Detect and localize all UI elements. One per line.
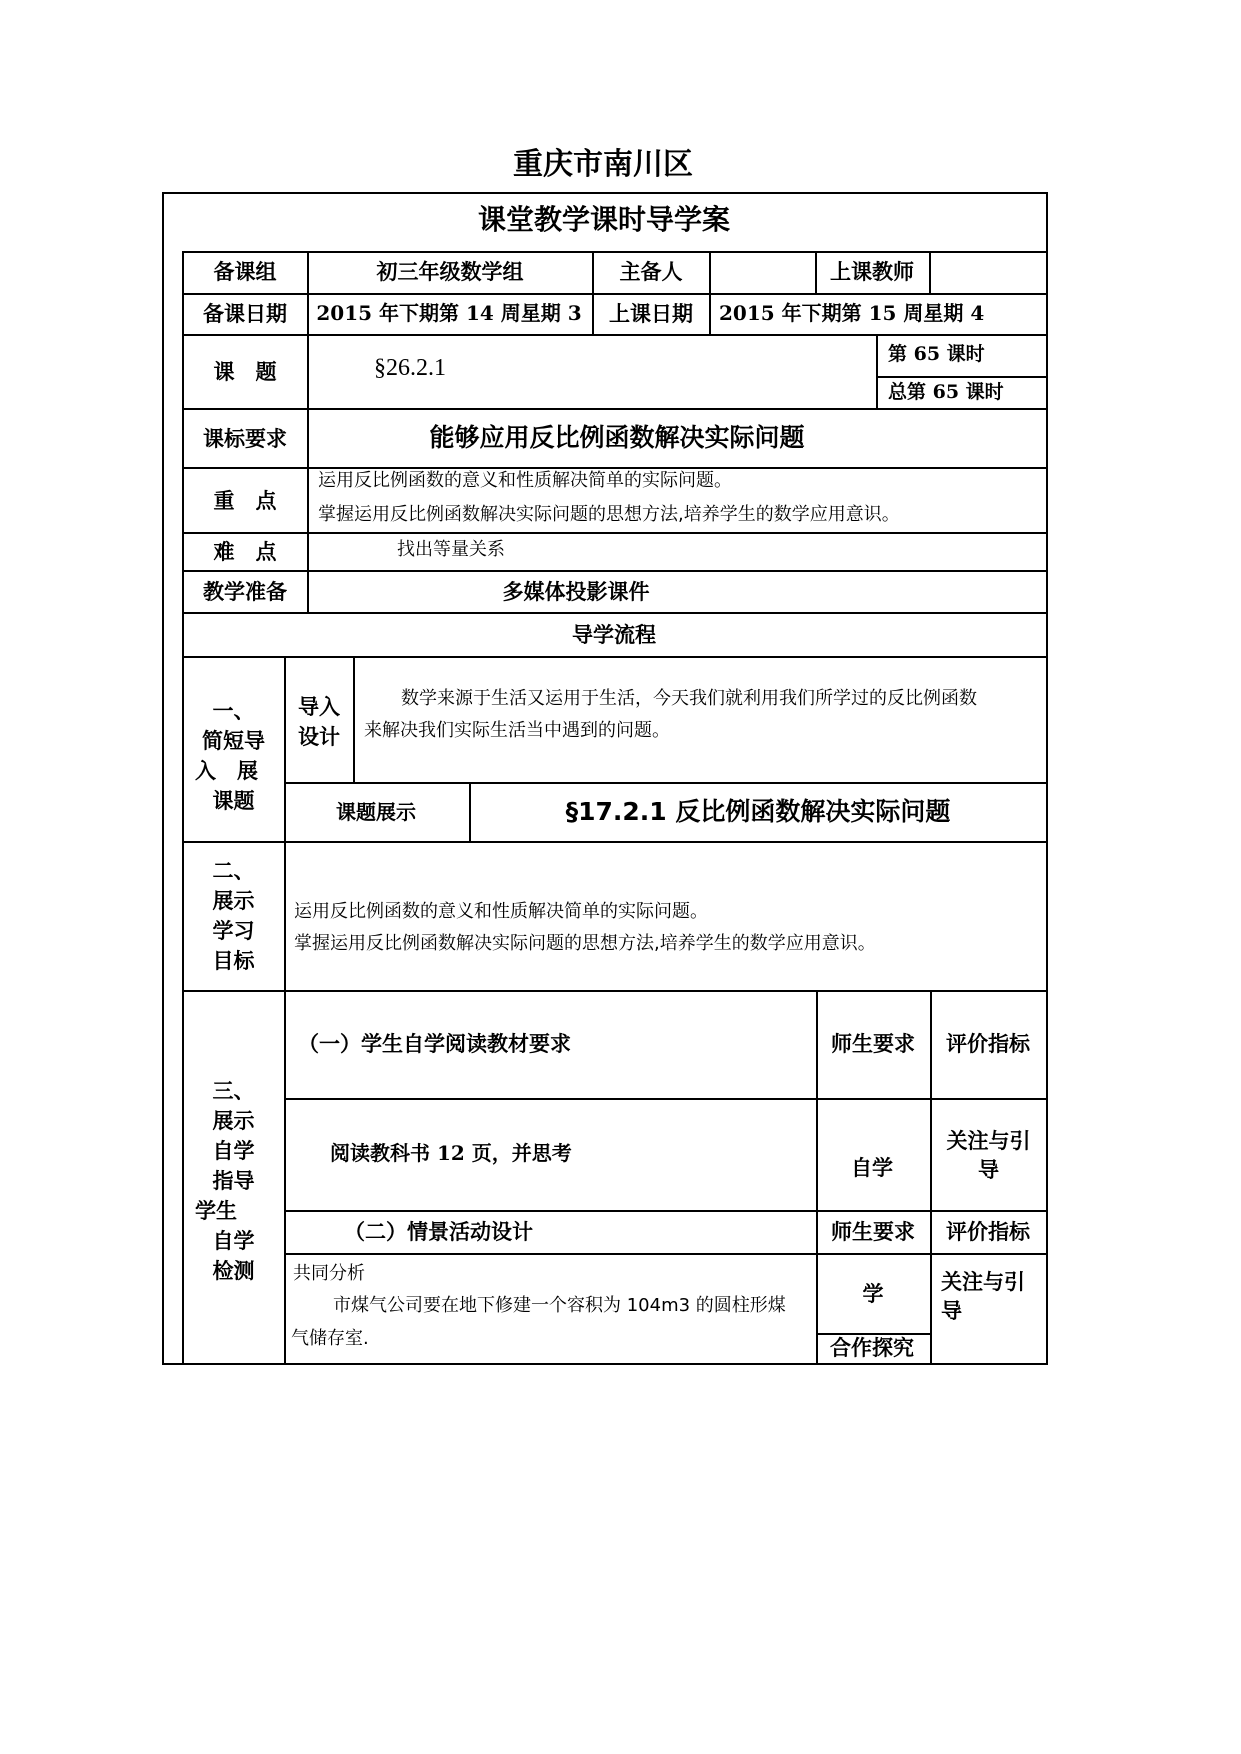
analysis-label: 共同分析 — [293, 1263, 365, 1284]
topic-show-label: 课题展示 — [336, 800, 416, 824]
part1-eval — [931, 1126, 1046, 1184]
part2-eval — [941, 1267, 1046, 1325]
section3-label-line: 学生 — [195, 1198, 237, 1223]
section3-label-line: 三、 — [212, 1078, 255, 1103]
prep-value: 多媒体投影课件 — [502, 579, 650, 604]
key-point-line-2: 掌握运用反比例函数解决实际问题的思想方法,培养学生的数学应用意识。 — [318, 504, 900, 525]
section3-label-line: 自学 — [212, 1138, 255, 1163]
intro-label-line: 导入 — [298, 694, 340, 719]
part2-title: （二）情景活动设计 — [344, 1219, 533, 1244]
intro-line-1: 数学来源于生活又运用于生活，今天我们就利用我们所学过的反比例函数 — [401, 688, 977, 709]
key-point-line-1: 运用反比例函数的意义和性质解决简单的实际问题。 — [318, 470, 732, 491]
page-title: 重庆市南川区 — [513, 147, 693, 182]
topic-value: §26.2.1 — [374, 355, 446, 381]
section2-label-line: 展示 — [212, 888, 255, 913]
intro-line-2: 来解决我们实际生活当中遇到的问题。 — [364, 720, 670, 741]
group-value: 初三年级数学组 — [376, 259, 524, 284]
part1-eval-line: 关注与引 — [946, 1128, 1031, 1153]
standard-value: 能够应用反比例函数解决实际问题 — [429, 423, 805, 452]
group-label: 备课组 — [213, 259, 277, 284]
prep-date-value: 2015 年下期第 14 周星期 3 — [316, 301, 582, 325]
section3-label-line: 自学 — [212, 1228, 255, 1253]
part1-content: 阅读教科书 12 页，并思考 — [330, 1141, 572, 1165]
part1-req-header: 师生要求 — [831, 1031, 915, 1056]
class-date-value: 2015 年下期第 15 周星期 4 — [719, 301, 985, 325]
flow-title: 导学流程 — [572, 622, 656, 647]
topic-show-value: §17.2.1 反比例函数解决实际问题 — [565, 797, 951, 826]
standard-label: 课标要求 — [203, 426, 287, 451]
section2-label-line: 学习 — [212, 918, 255, 943]
part1-eval-line: 导 — [978, 1157, 999, 1182]
total-period-value: 总第 65 课时 — [888, 381, 1004, 403]
prep-date-label: 备课日期 — [203, 301, 287, 326]
section3-label-line: 展示 — [212, 1108, 255, 1133]
intro-label-line: 设计 — [298, 724, 340, 749]
document-title: 课堂教学课时导学案 — [477, 203, 731, 236]
section2-label-line: 目标 — [212, 948, 255, 973]
section3-label — [183, 1076, 284, 1286]
section1-label-line: 一、 — [212, 698, 255, 723]
class-date-label: 上课日期 — [609, 301, 693, 326]
difficulty-value: 找出等量关系 — [397, 539, 505, 560]
prep-label: 教学准备 — [203, 579, 287, 604]
analysis-line-2: 气储存室. — [291, 1328, 369, 1349]
section1-label — [183, 696, 284, 816]
section1-label-line: 入 展 — [195, 758, 258, 783]
part1-title: （一）学生自学阅读教材要求 — [298, 1031, 571, 1056]
period-value: 第 65 课时 — [888, 343, 985, 365]
section3-label-line: 检测 — [212, 1258, 255, 1283]
section1-label-line: 简短导 — [202, 728, 265, 753]
part1-req: 自学 — [851, 1155, 893, 1180]
part1-eval-header: 评价指标 — [946, 1031, 1030, 1056]
teacher-label: 上课教师 — [830, 259, 914, 284]
part2-req: 学 — [862, 1281, 884, 1306]
part2-req-header: 师生要求 — [831, 1219, 915, 1244]
section1-label-line: 课题 — [212, 788, 255, 813]
key-points-label: 重 点 — [213, 488, 277, 513]
section2-label-line: 二、 — [212, 858, 255, 883]
goal-line-1: 运用反比例函数的意义和性质解决简单的实际问题。 — [294, 901, 708, 922]
difficulty-label: 难 点 — [213, 539, 277, 564]
part2-req2: 合作探究 — [830, 1335, 914, 1360]
analysis-line-1: 市煤气公司要在地下修建一个容积为 104m3 的圆柱形煤 — [333, 1295, 786, 1316]
topic-label: 课 题 — [213, 359, 277, 384]
part2-eval-line: 关注与引 — [941, 1269, 1025, 1294]
part2-eval-header: 评价指标 — [946, 1219, 1030, 1244]
part2-eval-line: 导 — [941, 1298, 962, 1323]
goal-line-2: 掌握运用反比例函数解决实际问题的思想方法,培养学生的数学应用意识。 — [294, 933, 876, 954]
section3-label-line: 指导 — [212, 1168, 255, 1193]
intro-label — [285, 692, 353, 752]
lead-label: 主备人 — [619, 259, 683, 284]
section2-label — [183, 856, 284, 976]
